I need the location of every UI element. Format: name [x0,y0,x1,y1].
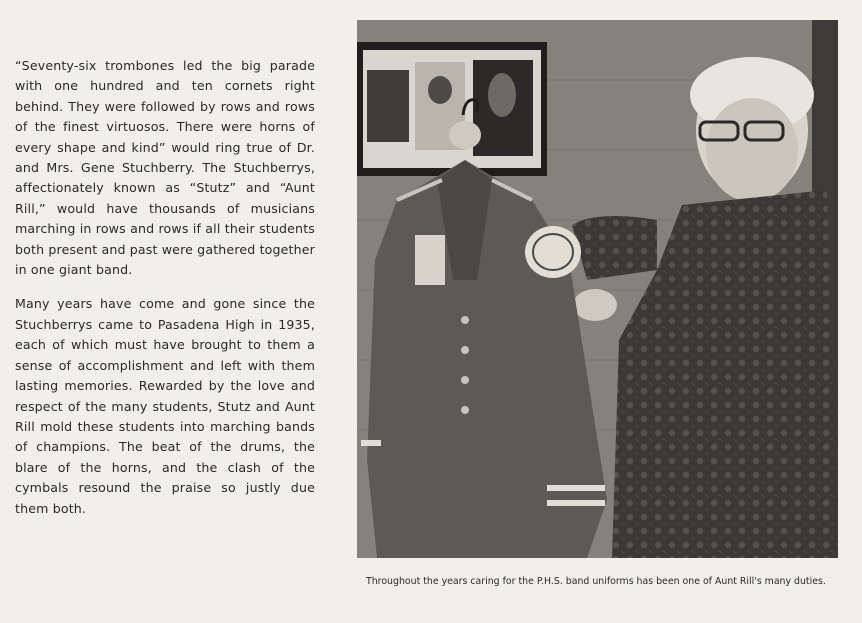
band-uniform-photo [357,20,838,558]
photo-caption: Throughout the years caring for the P.H.S. band uniforms has been one of Aunt Rill's many duties. [366,576,826,587]
article-paragraph-2: Many years have come and gone since the Stuchberrys came to Pasadena High in 1935, each of which must have brought to them a sense of accomplishment and left with them lasting memories. Rewarded by the love and respect of the many students, Stutz and Aunt Rill mold these students into marching bands of champions. The beat of the drums, the blare of the horns, and the clash of the cymbals resound the praise so justly due them both. [15,296,315,516]
article-text [15,56,315,533]
article-paragraph-1: “Seventy-six trombones led the big parade with one hundred and ten cornets right behind. They were followed by rows and rows of the finest virtuosos. There were horns of every shape and kind” would ring true of Dr. and Mrs. Gene Stuchberry. The Stuchberrys, affectionately known as “Stutz” and “Aunt Rill,” would have thousands of musicians marching in rows and rows if all their students both present and past were gathered together in one giant band. [15,58,315,278]
